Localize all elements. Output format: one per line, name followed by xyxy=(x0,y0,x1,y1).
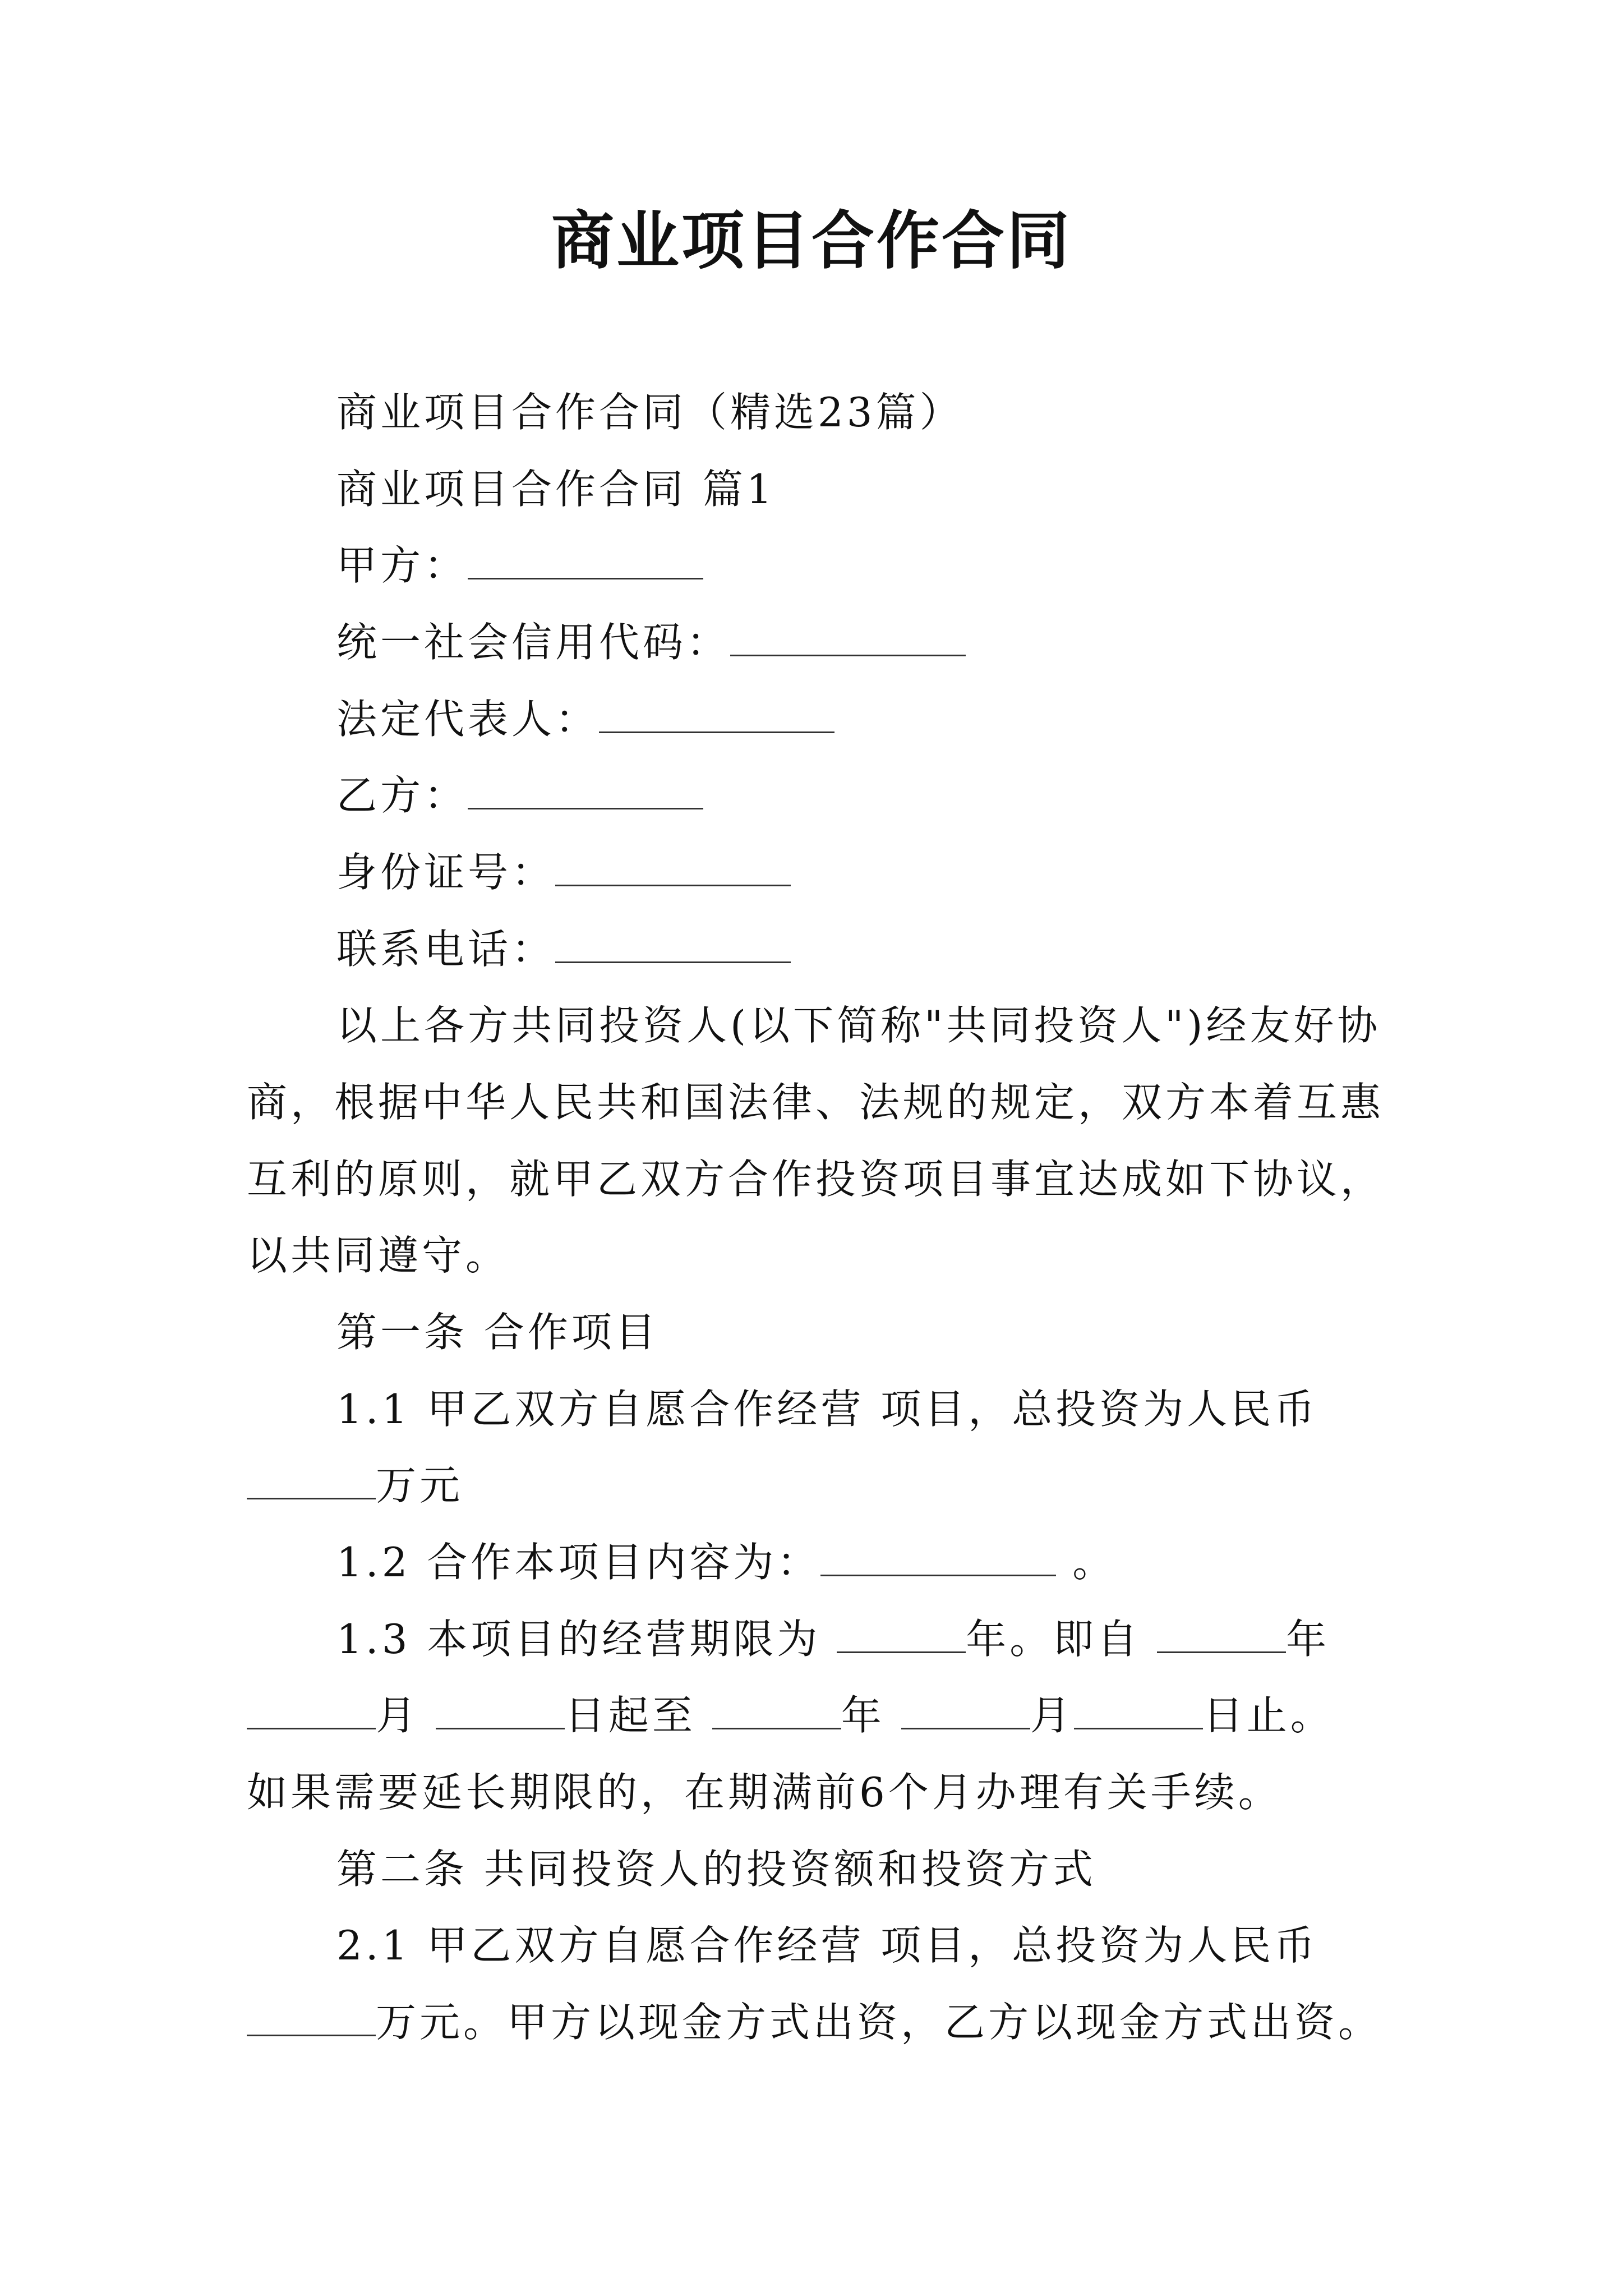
clause-1-3-line-3: 如果需要延长期限的，在期满前6个月办理有关手续。 xyxy=(247,1769,1282,1816)
clause-1-1-tail-line xyxy=(247,1457,463,1513)
document-title: 商业项目合作合同 xyxy=(551,204,1072,278)
party-a-label: 甲方： xyxy=(336,542,468,589)
clause-1-2-text: 1.2 合作本项目内容为： xyxy=(336,1539,821,1586)
clause-1-3-part: 1.3 本项目的经营期限为 xyxy=(336,1616,837,1663)
preamble-line: 以共同遵守。 xyxy=(247,1232,510,1279)
clause-1-3-line-1 xyxy=(336,1611,1330,1667)
clause-1-3-part: 年 xyxy=(841,1692,901,1739)
id-number-label: 身份证号： xyxy=(336,849,556,896)
start-day-blank xyxy=(436,1688,565,1729)
preamble-line: 以上各方共同投资人(以下简称"共同投资人")经友好协 xyxy=(336,1002,1381,1049)
party-b-line xyxy=(336,767,703,823)
term-years-blank xyxy=(837,1612,966,1653)
clause-1-2-line xyxy=(336,1534,1116,1590)
phone-label: 联系电话： xyxy=(336,926,556,973)
phone-line xyxy=(336,921,791,977)
article-1-title: 第一条 合作项目 xyxy=(336,1309,659,1356)
start-year-blank xyxy=(1157,1612,1286,1653)
id-number-blank xyxy=(555,845,791,886)
id-number-line xyxy=(336,844,791,900)
clause-1-3-part: 年。即自 xyxy=(966,1616,1158,1663)
clause-1-2-tail: 。 xyxy=(1056,1539,1117,1586)
credit-code-label: 统一社会信用代码： xyxy=(336,619,731,666)
clause-1-1-text: 1.1 甲乙双方自愿合作经营 项目，总投资为人民币 xyxy=(336,1386,1318,1433)
start-month-blank xyxy=(247,1688,376,1729)
credit-code-line xyxy=(336,614,966,670)
clause-2-1-tail-line xyxy=(247,1994,1382,2050)
clause-1-1-tail: 万元 xyxy=(376,1462,464,1509)
phone-blank xyxy=(555,922,791,963)
party-b-label: 乙方： xyxy=(336,772,468,819)
legal-rep-blank xyxy=(599,692,834,733)
clause-1-3-part: 日起至 xyxy=(564,1692,712,1739)
end-day-blank xyxy=(1074,1688,1203,1729)
credit-code-blank xyxy=(730,615,966,656)
clause-1-3-part: 年 xyxy=(1286,1616,1330,1663)
party-a-line xyxy=(336,537,703,593)
legal-rep-label: 法定代表人： xyxy=(336,696,600,743)
preamble-line: 商，根据中华人民共和国法律、法规的规定，双方本着互惠 xyxy=(247,1079,1385,1126)
legal-rep-line xyxy=(336,691,834,747)
clause-2-1-tail: 万元。甲方以现金方式出资，乙方以现金方式出资。 xyxy=(376,1999,1382,2046)
clause-1-3-part: 月 xyxy=(1030,1692,1074,1739)
clause-2-1-amount-blank xyxy=(247,1995,376,2036)
clause-1-3-part: 日止。 xyxy=(1202,1692,1334,1739)
clause-1-3-part: 月 xyxy=(376,1692,436,1739)
preamble-line: 互利的原则，就甲乙双方合作投资项目事宜达成如下协议， xyxy=(247,1156,1385,1203)
clause-2-1-text: 2.1 甲乙双方自愿合作经营 项目，总投资为人民币 xyxy=(336,1922,1318,1969)
clause-1-2-blank xyxy=(820,1535,1056,1576)
section-heading: 商业项目合作合同 篇1 xyxy=(336,466,776,513)
article-2-title: 第二条 共同投资人的投资额和投资方式 xyxy=(336,1846,1096,1893)
document-subtitle: 商业项目合作合同（精选23篇） xyxy=(336,389,963,436)
clause-1-1-amount-blank xyxy=(247,1458,376,1499)
clause-1-3-line-2 xyxy=(247,1687,1334,1743)
end-year-blank xyxy=(712,1688,841,1729)
end-month-blank xyxy=(901,1688,1030,1729)
party-a-blank xyxy=(468,539,703,579)
party-b-blank xyxy=(468,769,703,809)
